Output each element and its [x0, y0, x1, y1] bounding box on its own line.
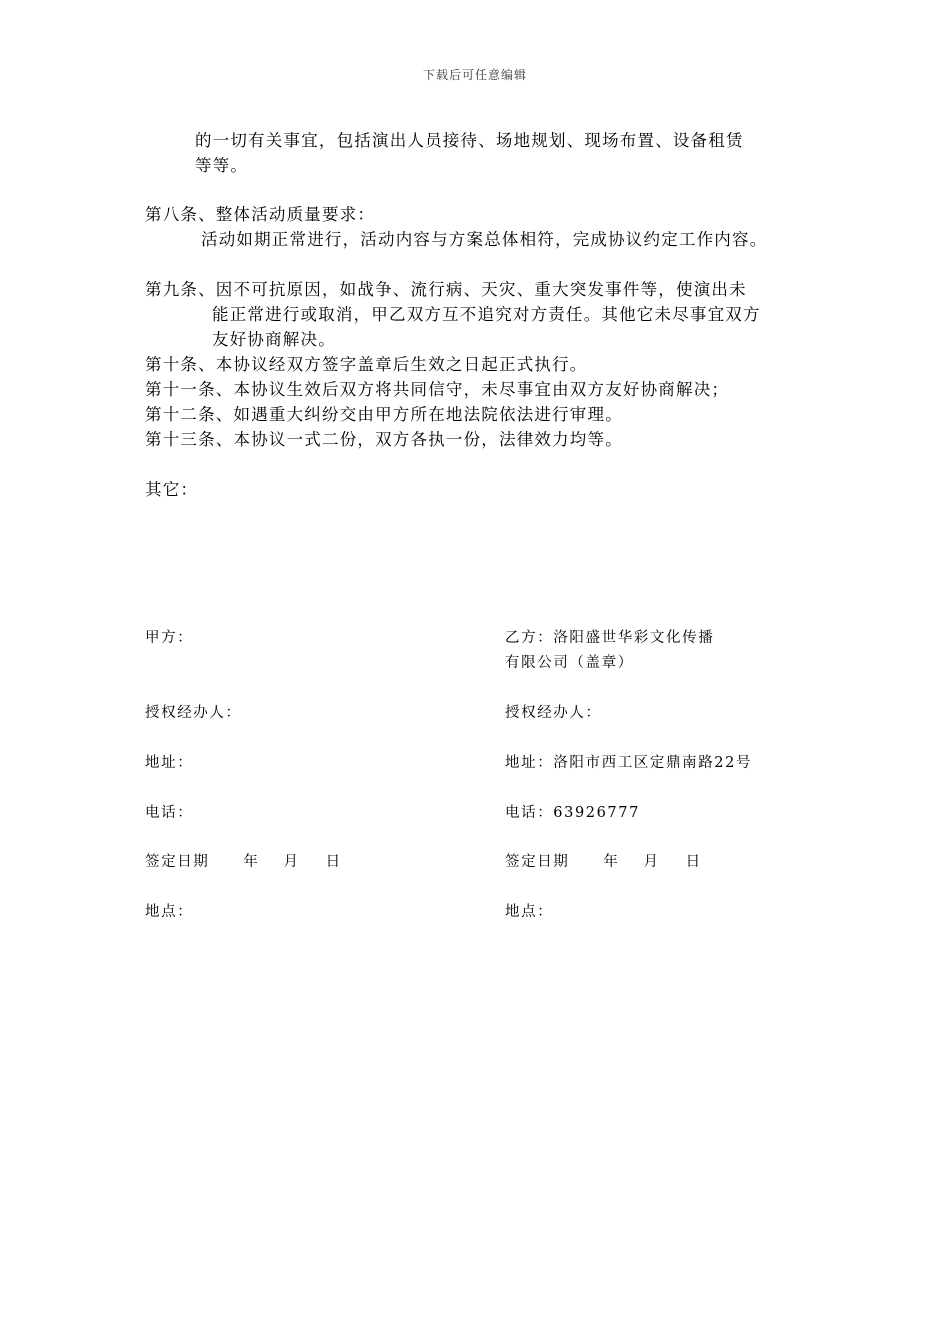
article-12: 第十二条、如遇重大纠纷交由甲方所在地法院依法进行审理。 — [145, 405, 623, 424]
article-11: 第十一条、本协议生效后双方将共同信守，未尽事宜由双方友好协商解决； — [145, 380, 730, 399]
party-a-agent: 授权经办人： — [145, 705, 242, 721]
party-b-address: 地址：洛阳市西工区定鼎南路22号 — [505, 755, 753, 771]
party-a-year: 年 — [243, 854, 260, 870]
article-9-line-2: 能正常进行或取消，甲乙双方互不追究对方责任。其他它未尽事宜双方 — [212, 305, 761, 324]
party-a-address: 地址： — [145, 755, 194, 771]
page-header: 下载后可任意编辑 — [422, 68, 527, 82]
party-a-phone: 电话： — [145, 805, 194, 821]
party-b-year: 年 — [603, 854, 620, 870]
party-b-month: 月 — [643, 854, 660, 870]
other-label: 其它： — [145, 480, 199, 499]
party-b-name-line-1: 乙方：洛阳盛世华彩文化传播 — [505, 630, 715, 646]
party-b-place: 地点： — [505, 904, 554, 920]
party-a-date — [145, 850, 342, 871]
party-b-day: 日 — [685, 854, 702, 870]
continuation-line-1: 的一切有关事宜，包括演出人员接待、场地规划、现场布置、设备租赁 — [195, 131, 744, 150]
party-a-month: 月 — [283, 854, 300, 870]
party-b-phone: 电话：63926777 — [505, 805, 640, 821]
party-a-day: 日 — [325, 854, 342, 870]
article-8-body: 活动如期正常进行，活动内容与方案总体相符，完成协议约定工作内容。 — [201, 230, 768, 249]
article-13: 第十三条、本协议一式二份，双方各执一份，法律效力均等。 — [145, 430, 623, 449]
party-b-name-line-2: 有限公司（盖章） — [505, 655, 634, 671]
article-9-line-1: 第九条、因不可抗原因，如战争、流行病、天灾、重大突发事件等，使演出未 — [145, 280, 747, 299]
continuation-line-2: 等等。 — [195, 156, 249, 175]
party-a-place: 地点： — [145, 904, 194, 920]
article-8-title: 第八条、整体活动质量要求： — [145, 205, 376, 224]
party-b-date — [505, 850, 702, 871]
party-a-name: 甲方： — [145, 630, 194, 646]
party-b-agent: 授权经办人： — [505, 705, 602, 721]
article-10: 第十条、本协议经双方签字盖章后生效之日起正式执行。 — [145, 355, 588, 374]
article-9-line-3: 友好协商解决。 — [212, 330, 336, 349]
party-a-date-label: 签定日期 — [145, 854, 210, 870]
party-b-date-label: 签定日期 — [505, 854, 570, 870]
